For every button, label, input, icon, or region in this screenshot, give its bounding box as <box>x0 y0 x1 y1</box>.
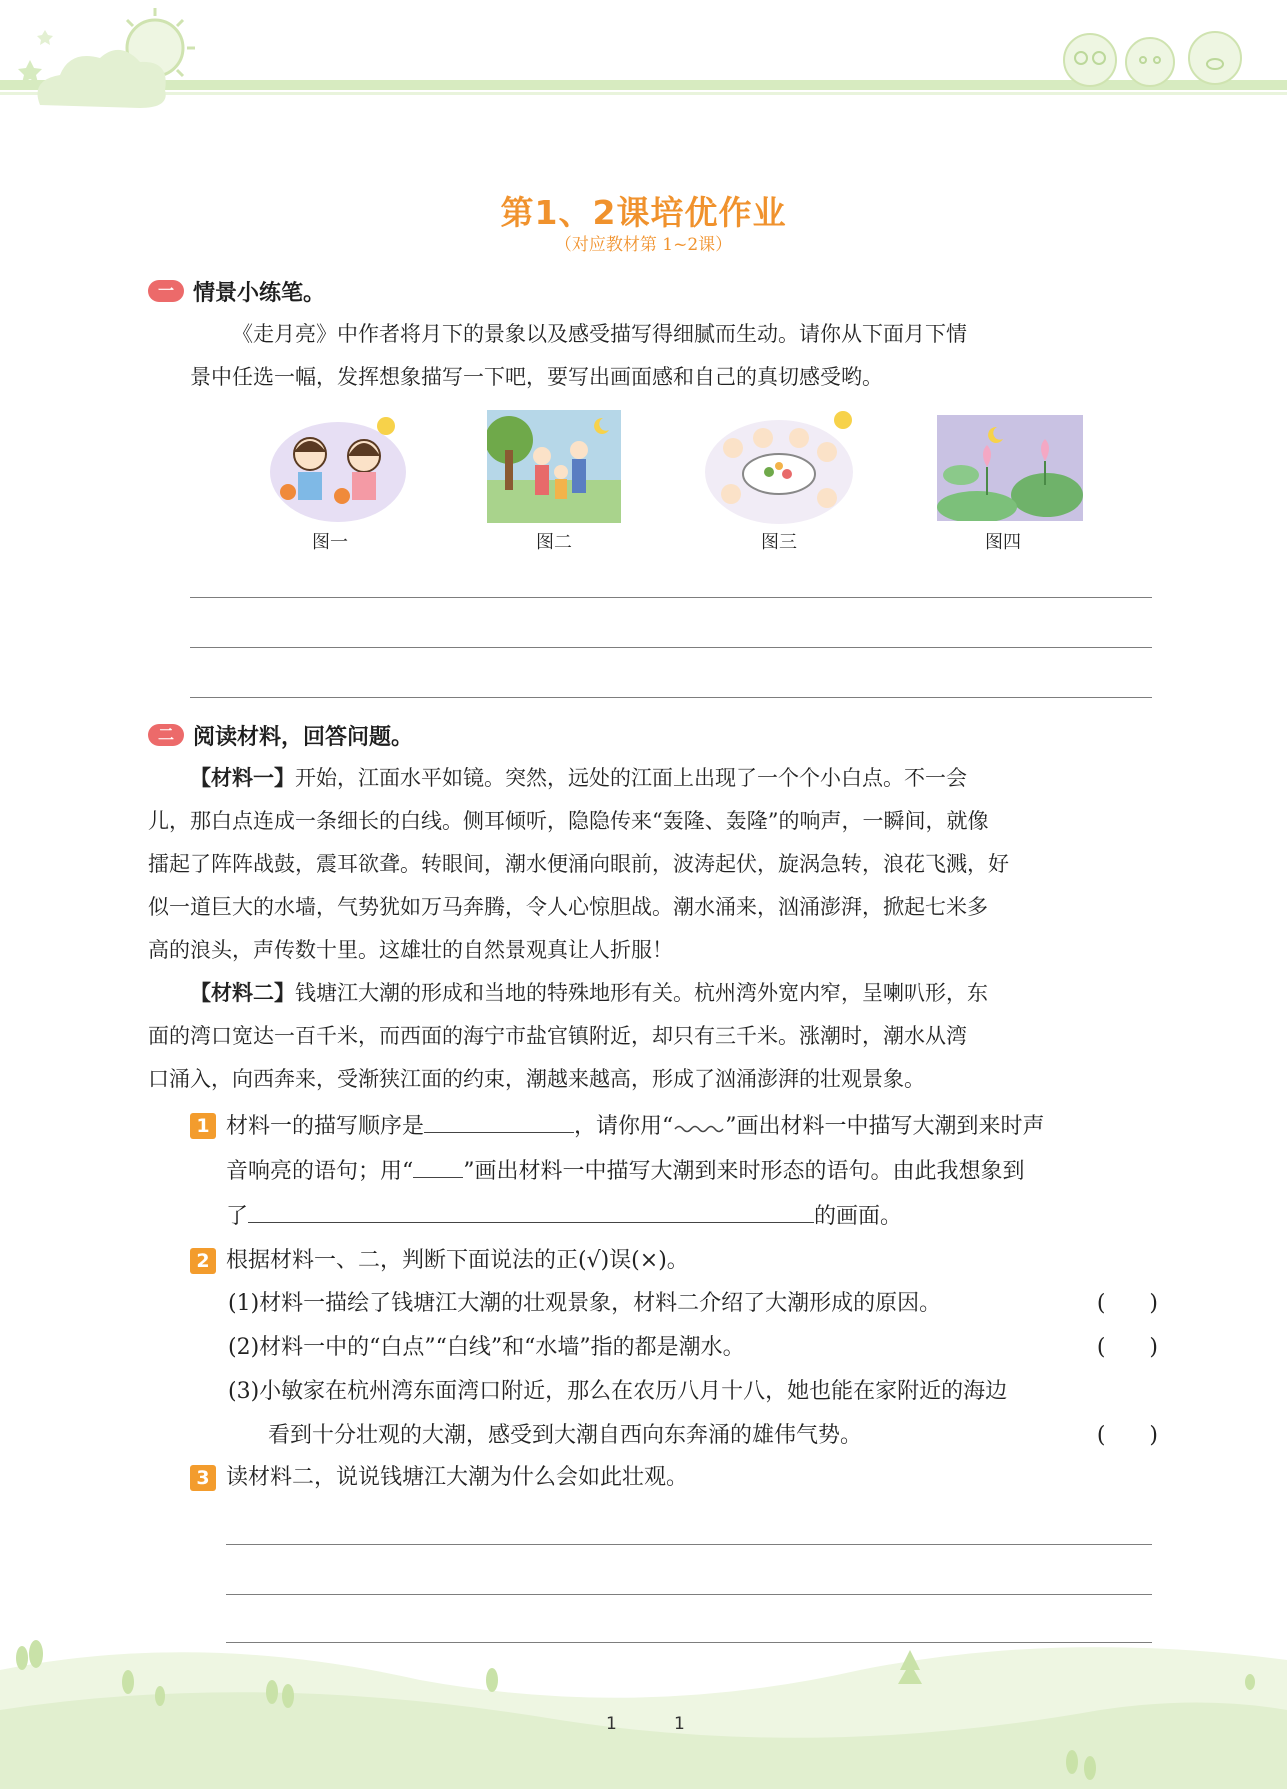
tree-icon <box>1084 1756 1096 1780</box>
cat-face-icon <box>1064 34 1116 86</box>
material-line: 开始，江面水平如镜。突然，远处的江面上出现了一个个小白点。不一会 <box>295 766 967 790</box>
page-number-left: 1 <box>606 1714 617 1734</box>
tree-icon <box>155 1686 165 1706</box>
question-3-stem: 读材料二，说说钱塘江大潮为什么会如此壮观。 <box>226 1465 689 1490</box>
tree-icon <box>1245 1674 1255 1690</box>
animal-faces-decoration <box>1055 20 1275 90</box>
answer-line[interactable] <box>190 697 1152 698</box>
section1-prompt <box>190 313 1160 399</box>
tree-icon <box>122 1670 134 1694</box>
page-subtitle: （对应教材第 1~2课） <box>554 235 733 255</box>
section-heading: 情景小练笔。 <box>193 281 326 306</box>
q1-text: ”画出材料一中描写大潮到来时形态的语句。由此我想象到 <box>463 1159 1025 1184</box>
answer-paren[interactable]: ( ) <box>1096 1335 1158 1360</box>
question-number: 3 <box>190 1465 216 1491</box>
prompt-line: 《走月亮》中作者将月下的景象以及感受描写得细腻而生动。请你从下面月下情 <box>232 322 967 346</box>
material1-label: 【材料一】 <box>190 766 295 790</box>
picture-4-caption: 图四 <box>985 532 1021 553</box>
section-heading: 阅读材料，回答问题。 <box>193 725 414 750</box>
picture-3-caption: 图三 <box>761 532 797 553</box>
sun-cloud-decoration <box>0 0 220 110</box>
question-1 <box>226 1104 1156 1239</box>
picture-3 <box>703 408 855 524</box>
material-line: 儿，那白点连成一条细长的白线。侧耳倾听，隐隐传来“轰隆、轰隆”的响声，一瞬间，就像 <box>148 809 989 833</box>
pine-tree-icon <box>898 1650 922 1684</box>
tree-icon <box>16 1646 28 1670</box>
page-number-right: 1 <box>674 1714 685 1734</box>
picture-1 <box>268 412 406 522</box>
section-badge: 二 <box>148 724 184 746</box>
tree-icon <box>486 1668 498 1692</box>
monkey-face-icon <box>1126 38 1174 86</box>
hills-decoration <box>0 1630 1287 1789</box>
answer-paren[interactable]: ( ) <box>1096 1291 1158 1316</box>
material-line: 面的湾口宽达一百千米，而西面的海宁市盐官镇附近，却只有三千米。涨潮时，潮水从湾 <box>148 1024 967 1048</box>
judgement-item: 看到十分壮观的大潮，感受到大潮自西向东奔涌的雄伟气势。 <box>268 1423 863 1448</box>
picture-2 <box>487 410 621 523</box>
question-2-stem: 根据材料一、二，判断下面说法的正(√)误(×)。 <box>226 1248 689 1273</box>
material-line: 口涌入，向西奔来，受渐狭江面的约束，潮越来越高，形成了汹涌澎湃的壮观景象。 <box>148 1067 925 1091</box>
reading-materials <box>148 757 1154 1101</box>
q1-text: 材料一的描写顺序是 <box>226 1114 425 1139</box>
answer-paren[interactable]: ( ) <box>1096 1423 1158 1448</box>
answer-line[interactable] <box>226 1594 1152 1595</box>
q1-text: ”画出材料一中描写大潮到来时声 <box>725 1114 1045 1139</box>
tree-icon <box>1066 1750 1078 1774</box>
star-icon <box>18 60 42 83</box>
tree-icon <box>266 1680 278 1704</box>
answer-line[interactable] <box>190 597 1152 598</box>
tree-icon <box>282 1684 294 1708</box>
material-line: 似一道巨大的水墙，气势犹如万马奔腾，令人心惊胆战。潮水涌来，汹涌澎湃，掀起七米多 <box>148 895 988 919</box>
answer-line[interactable] <box>226 1544 1152 1545</box>
picture-1-caption: 图一 <box>312 532 348 553</box>
q1-text: ，请你用“ <box>574 1114 674 1139</box>
material-line: 擂起了阵阵战鼓，震耳欲聋。转眼间，潮水便涌向眼前，波涛起伏，旋涡急转，浪花飞溅，好 <box>148 852 1009 876</box>
section-badge: 一 <box>148 280 184 302</box>
straight-underline-sample <box>413 1149 463 1178</box>
q1-text: 的画面。 <box>814 1204 903 1229</box>
q1-text: 音响亮的语句；用“ <box>226 1159 414 1184</box>
q1-text: 了 <box>226 1204 249 1229</box>
material-line: 钱塘江大潮的形成和当地的特殊地形有关。杭州湾外宽内窄，呈喇叭形，东 <box>295 981 988 1005</box>
judgement-item: (2)材料一中的“白点”“白线”和“水墙”指的都是潮水。 <box>228 1335 745 1360</box>
picture-4 <box>937 415 1083 521</box>
question-number: 1 <box>190 1113 216 1139</box>
wavy-underline-icon <box>673 1115 725 1133</box>
judgement-item: (3)小敏家在杭州湾东面湾口附近，那么在农历八月十八，她也能在家附近的海边 <box>228 1379 1008 1404</box>
prompt-line: 景中任选一幅，发挥想象描写一下吧，要写出画面感和自己的真切感受哟。 <box>190 365 883 389</box>
order-blank[interactable] <box>424 1104 574 1133</box>
page-title: 第1、2课培优作业 <box>500 193 787 232</box>
judgement-item: (1)材料一描绘了钱塘江大潮的壮观景象，材料二介绍了大潮形成的原因。 <box>228 1291 942 1316</box>
answer-line[interactable] <box>190 647 1152 648</box>
material-line: 高的浪头，声传数十里。这雄壮的自然景观真让人折服！ <box>148 938 673 962</box>
question-number: 2 <box>190 1248 216 1274</box>
question-2-items <box>228 1282 1158 1458</box>
imagination-blank[interactable] <box>248 1194 814 1223</box>
tree-icon <box>29 1640 43 1668</box>
picture-2-caption: 图二 <box>536 532 572 553</box>
star-icon <box>37 30 53 45</box>
material2-label: 【材料二】 <box>190 981 295 1005</box>
